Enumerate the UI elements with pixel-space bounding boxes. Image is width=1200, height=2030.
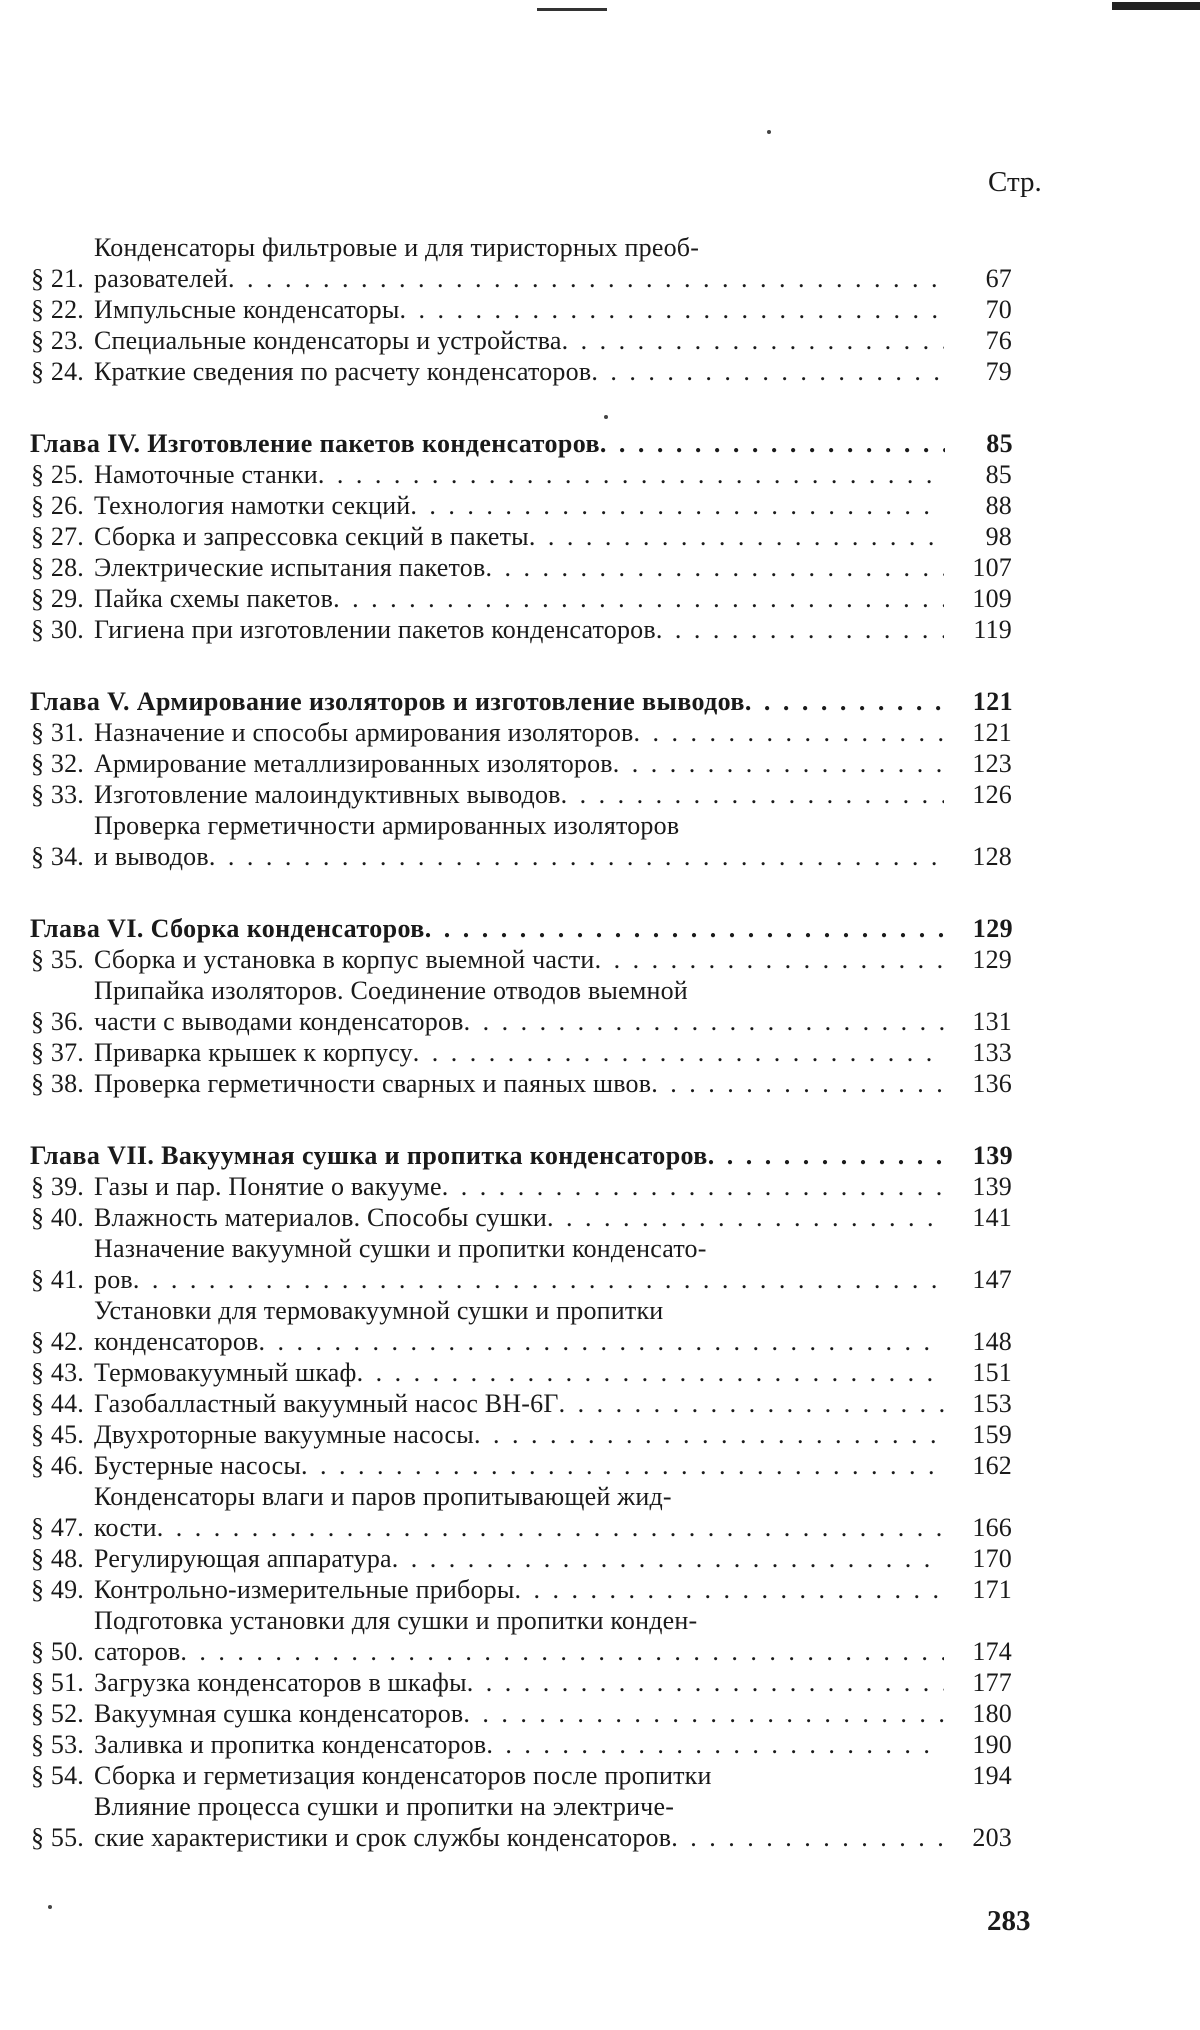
section-number: § 45. xyxy=(31,1420,84,1449)
dot-leader xyxy=(209,841,944,872)
entry-title-line: Гигиена при изготовлении пакетов конденсаторов xyxy=(94,615,656,644)
dot-leader xyxy=(547,1202,944,1233)
entry-title-line: Приварка крышек к корпусу xyxy=(94,1038,413,1067)
dot-leader xyxy=(562,325,944,356)
toc-entry xyxy=(0,552,1200,583)
chapter-heading xyxy=(0,428,1200,459)
section-number: § 35. xyxy=(31,945,84,974)
dot-leader xyxy=(651,1068,944,1099)
toc-entry xyxy=(0,1357,1200,1388)
entry-title-line: Газобалластный вакуумный насос ВН-6Г xyxy=(94,1389,559,1418)
dot-leader xyxy=(634,717,944,748)
entry-title-line: Вакуумная сушка конденсаторов xyxy=(94,1699,464,1728)
entry-page-number: 190 xyxy=(972,1730,1012,1759)
entry-page-number: 119 xyxy=(973,615,1012,644)
toc-section xyxy=(0,913,1200,1099)
entry-page-number: 153 xyxy=(972,1389,1012,1418)
print-speck xyxy=(767,130,771,134)
chapter-heading xyxy=(0,913,1200,944)
dot-leader xyxy=(745,686,945,717)
entry-title-line: Конденсаторы влаги и паров пропитывающей жид- xyxy=(94,1482,672,1511)
section-number: § 29. xyxy=(31,584,84,613)
entry-page-number: 123 xyxy=(972,749,1012,778)
toc-entry xyxy=(0,1760,1200,1791)
section-number: § 43. xyxy=(31,1358,84,1387)
toc-entry xyxy=(0,1202,1200,1233)
entry-page-number: 139 xyxy=(972,1172,1012,1201)
dot-leader xyxy=(318,459,944,490)
dot-leader xyxy=(474,1419,944,1450)
dot-leader xyxy=(656,614,944,645)
toc-entry xyxy=(0,356,1200,387)
dot-leader xyxy=(529,521,944,552)
toc-entry xyxy=(0,1667,1200,1698)
entry-page-number: 109 xyxy=(972,584,1012,613)
entry-title-line: Конденсаторы фильтровые и для тиристорных преоб- xyxy=(94,233,700,262)
toc-entry xyxy=(0,748,1200,779)
entry-page-number: 170 xyxy=(972,1544,1012,1573)
entry-page-number: 147 xyxy=(972,1265,1012,1294)
dot-leader xyxy=(400,294,944,325)
dot-leader xyxy=(425,913,945,944)
entry-title-line: Проверка герметичности сварных и паяных швов xyxy=(94,1069,652,1098)
section-number: § 48. xyxy=(31,1544,84,1573)
entry-page-number: 174 xyxy=(972,1637,1012,1666)
toc-entry xyxy=(0,325,1200,356)
chapter-heading xyxy=(0,686,1200,717)
toc-entry xyxy=(0,717,1200,748)
toc-section xyxy=(0,232,1200,387)
chapter-page-number: 85 xyxy=(986,429,1013,458)
toc-entry xyxy=(0,521,1200,552)
section-number: § 46. xyxy=(31,1451,84,1480)
entry-title-line: Влияние процесса сушки и пропитки на электриче- xyxy=(94,1792,675,1821)
toc-section xyxy=(0,686,1200,872)
section-number: § 51. xyxy=(31,1668,84,1697)
print-speck xyxy=(48,1905,52,1909)
entry-title-line: Сборка и герметизация конденсаторов после пропитки xyxy=(94,1761,712,1790)
entry-title-line: Газы и пар. Понятие о вакууме xyxy=(94,1172,442,1201)
entry-page-number: 162 xyxy=(972,1451,1012,1480)
section-number: § 23. xyxy=(31,326,84,355)
toc-entry xyxy=(0,1037,1200,1068)
section-number: § 42. xyxy=(31,1327,84,1356)
entry-title-line: Технология намотки секций xyxy=(94,491,411,520)
toc-entry xyxy=(0,294,1200,325)
dot-leader xyxy=(486,1729,944,1760)
dot-leader xyxy=(442,1171,944,1202)
dot-leader xyxy=(301,1450,944,1481)
entry-title-line: Контрольно-измерительные приборы xyxy=(94,1575,515,1604)
entry-page-number: 88 xyxy=(985,491,1012,520)
toc-entry xyxy=(0,232,1200,294)
toc-entry xyxy=(0,810,1200,872)
section-number: § 28. xyxy=(31,553,84,582)
toc-entry xyxy=(0,1791,1200,1853)
entry-title-line: Двухроторные вакуумные насосы xyxy=(94,1420,474,1449)
section-number: § 27. xyxy=(31,522,84,551)
chapter-page-number: 129 xyxy=(972,914,1013,943)
chapter-title: Глава IV. Изготовление пакетов конденсаторов xyxy=(30,429,600,458)
dot-leader xyxy=(410,490,944,521)
section-number: § 47. xyxy=(31,1513,84,1542)
entry-title-line: Влажность материалов. Способы сушки xyxy=(94,1203,548,1232)
entry-title-line: разователей xyxy=(94,264,228,293)
entry-page-number: 121 xyxy=(972,718,1012,747)
toc-entry xyxy=(0,1574,1200,1605)
dot-leader xyxy=(671,1822,944,1853)
toc-entry xyxy=(0,779,1200,810)
entry-page-number: 148 xyxy=(972,1327,1012,1356)
chapter-page-number: 139 xyxy=(972,1141,1013,1170)
entry-page-number: 166 xyxy=(972,1513,1012,1542)
entry-title-line: Подготовка установки для сушки и пропитки конден- xyxy=(94,1606,698,1635)
dot-leader xyxy=(561,779,944,810)
entry-title-line: Назначение вакуумной сушки и пропитки конденсато- xyxy=(94,1234,707,1263)
toc-entry xyxy=(0,1450,1200,1481)
section-number: § 34. xyxy=(31,842,84,871)
dot-leader xyxy=(708,1140,945,1171)
section-number: § 52. xyxy=(31,1699,84,1728)
page-column-header: Стр. xyxy=(988,166,1042,198)
dot-leader xyxy=(413,1037,944,1068)
dot-leader xyxy=(392,1543,944,1574)
entry-page-number: 79 xyxy=(985,357,1012,386)
toc-entry xyxy=(0,614,1200,645)
chapter-page-number: 121 xyxy=(972,687,1013,716)
toc-entry xyxy=(0,975,1200,1037)
entry-title-line: Назначение и способы армирования изоляторов xyxy=(94,718,634,747)
entry-title-line: саторов xyxy=(94,1637,181,1666)
entry-page-number: 151 xyxy=(972,1358,1012,1387)
toc-entry xyxy=(0,1171,1200,1202)
entry-page-number: 85 xyxy=(985,460,1012,489)
section-number: § 50. xyxy=(31,1637,84,1666)
section-number: § 38. xyxy=(31,1069,84,1098)
section-number: § 21. xyxy=(31,264,84,293)
toc-entry xyxy=(0,1419,1200,1450)
entry-page-number: 70 xyxy=(985,295,1012,324)
dot-leader xyxy=(595,944,944,975)
dot-leader xyxy=(485,552,944,583)
section-number: § 32. xyxy=(31,749,84,778)
entry-page-number: 136 xyxy=(972,1069,1012,1098)
section-number: § 44. xyxy=(31,1389,84,1418)
dot-leader xyxy=(333,583,944,614)
dot-leader xyxy=(559,1388,944,1419)
toc-entry xyxy=(0,1233,1200,1295)
chapter-title: Глава VI. Сборка конденсаторов xyxy=(30,914,425,943)
chapter-title: Глава VII. Вакуумная сушка и пропитка конденсаторов xyxy=(30,1141,708,1170)
section-number: § 40. xyxy=(31,1203,84,1232)
entry-page-number: 76 xyxy=(985,326,1012,355)
top-rule xyxy=(537,8,607,11)
entry-title-line: Регулирующая аппаратура xyxy=(94,1544,392,1573)
dot-leader xyxy=(463,1698,944,1729)
toc-entry xyxy=(0,1068,1200,1099)
section-number: § 37. xyxy=(31,1038,84,1067)
section-number: § 33. xyxy=(31,780,84,809)
entry-title-line: Установки для термовакуумной сушки и пропитки xyxy=(94,1296,664,1325)
dot-leader xyxy=(357,1357,944,1388)
entry-title-line: Бустерные насосы xyxy=(94,1451,301,1480)
toc-entry xyxy=(0,1605,1200,1667)
section-number: § 54. xyxy=(31,1761,84,1790)
entry-title-line: Пайка схемы пакетов xyxy=(94,584,334,613)
entry-title-line: Специальные конденсаторы и устройства xyxy=(94,326,562,355)
entry-page-number: 128 xyxy=(972,842,1012,871)
entry-title-line: Намоточные станки xyxy=(94,460,318,489)
toc-entry xyxy=(0,1388,1200,1419)
entry-page-number: 194 xyxy=(972,1761,1012,1790)
entry-title-line: Сборка и установка в корпус выемной части xyxy=(94,945,595,974)
entry-title-line: части с выводами конденсаторов xyxy=(94,1007,464,1036)
entry-title-line: конденсаторов xyxy=(94,1327,259,1356)
toc-entry xyxy=(0,490,1200,521)
entry-title-line: Электрические испытания пакетов xyxy=(94,553,486,582)
entry-page-number: 129 xyxy=(972,945,1012,974)
dot-leader xyxy=(613,748,944,779)
dot-leader xyxy=(133,1264,944,1295)
section-number: § 41. xyxy=(31,1265,84,1294)
section-number: § 36. xyxy=(31,1007,84,1036)
toc-entry xyxy=(0,1698,1200,1729)
section-number: § 31. xyxy=(31,718,84,747)
toc-entry xyxy=(0,1543,1200,1574)
dot-leader xyxy=(157,1512,944,1543)
entry-title-line: Армирование металлизированных изоляторов xyxy=(94,749,613,778)
section-number: § 30. xyxy=(31,615,84,644)
section-number: § 53. xyxy=(31,1730,84,1759)
entry-page-number: 133 xyxy=(972,1038,1012,1067)
entry-title-line: Проверка герметичности армированных изоляторов xyxy=(94,811,680,840)
entry-title-line: и выводов xyxy=(94,842,209,871)
toc-entry xyxy=(0,1295,1200,1357)
table-of-contents xyxy=(0,232,1200,1894)
entry-page-number: 141 xyxy=(972,1203,1012,1232)
dot-leader xyxy=(464,1006,944,1037)
toc-section xyxy=(0,428,1200,645)
entry-page-number: 159 xyxy=(972,1420,1012,1449)
entry-title-line: Краткие сведения по расчету конденсаторов xyxy=(94,357,592,386)
entry-page-number: 177 xyxy=(972,1668,1012,1697)
entry-title-line: Заливка и пропитка конденсаторов xyxy=(94,1730,487,1759)
entry-page-number: 67 xyxy=(985,264,1012,293)
toc-entry xyxy=(0,944,1200,975)
section-number: § 55. xyxy=(31,1823,84,1852)
section-number: § 26. xyxy=(31,491,84,520)
toc-entry xyxy=(0,583,1200,614)
dot-leader xyxy=(180,1636,944,1667)
dot-leader xyxy=(600,428,945,459)
dot-leader xyxy=(467,1667,944,1698)
entry-page-number: 107 xyxy=(972,553,1012,582)
entry-page-number: 180 xyxy=(972,1699,1012,1728)
entry-page-number: 171 xyxy=(972,1575,1012,1604)
page-number: 283 xyxy=(987,1905,1031,1937)
chapter-title: Глава V. Армирование изоляторов и изготовление выводов xyxy=(30,687,745,716)
entry-title-line: Импульсные конденсаторы xyxy=(94,295,400,324)
toc-entry xyxy=(0,1729,1200,1760)
entry-title-line: ские характеристики и срок службы конденсаторов xyxy=(94,1823,672,1852)
entry-title-line: Сборка и запрессовка секций в пакеты xyxy=(94,522,529,551)
entry-title-line: Загрузка конденсаторов в шкафы xyxy=(94,1668,467,1697)
toc-entry xyxy=(0,459,1200,490)
dot-leader xyxy=(515,1574,944,1605)
entry-title-line: Припайка изоляторов. Соединение отводов выемной xyxy=(94,976,688,1005)
entry-page-number: 98 xyxy=(985,522,1012,551)
section-number: § 49. xyxy=(31,1575,84,1604)
entry-title-line: ров xyxy=(94,1265,133,1294)
entry-page-number: 203 xyxy=(972,1823,1012,1852)
dot-leader xyxy=(259,1326,944,1357)
entry-title-line: Изготовление малоиндуктивных выводов xyxy=(94,780,561,809)
dot-leader xyxy=(228,263,944,294)
toc-entry xyxy=(0,1481,1200,1543)
chapter-heading xyxy=(0,1140,1200,1171)
toc-section xyxy=(0,1140,1200,1853)
section-number: § 22. xyxy=(31,295,84,324)
top-corner-mark xyxy=(1112,2,1200,10)
section-number: § 24. xyxy=(31,357,84,386)
entry-page-number: 131 xyxy=(972,1007,1012,1036)
entry-page-number: 126 xyxy=(972,780,1012,809)
entry-title-line: кости xyxy=(94,1513,157,1542)
entry-title-line: Термовакуумный шкаф xyxy=(94,1358,357,1387)
dot-leader xyxy=(591,356,944,387)
section-number: § 39. xyxy=(31,1172,84,1201)
section-number: § 25. xyxy=(31,460,84,489)
